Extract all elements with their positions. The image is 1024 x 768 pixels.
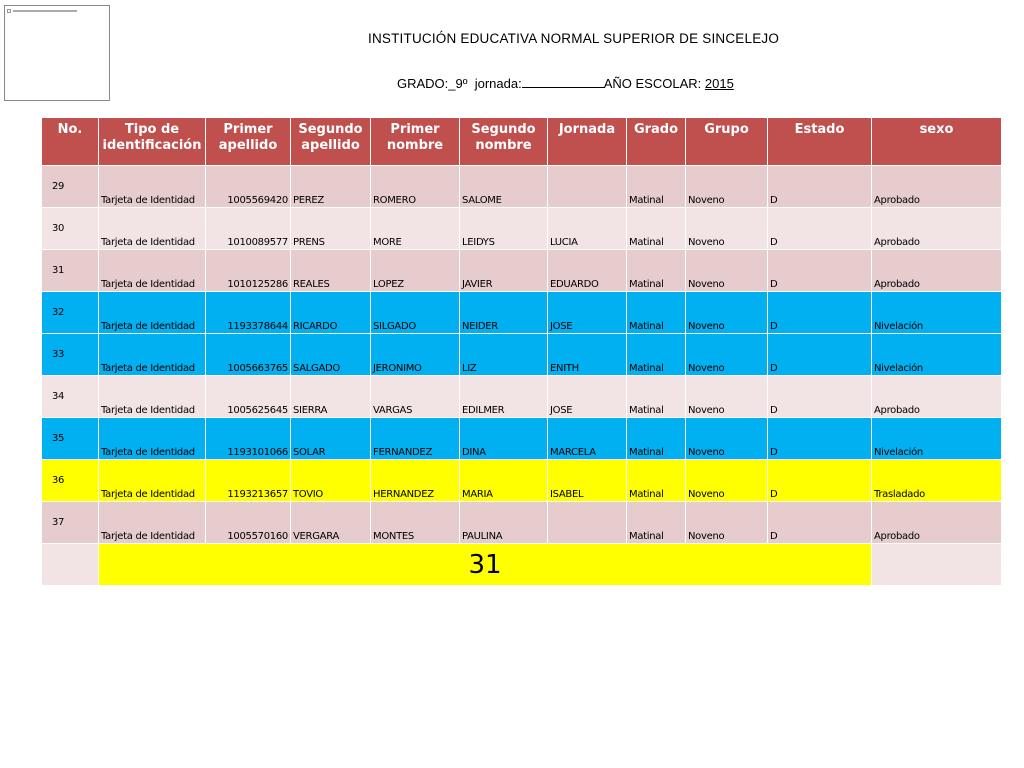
table-row [42, 376, 1002, 418]
cell-documento: 1005570160 [206, 502, 291, 544]
column-header: Tipo de identificación [99, 118, 206, 166]
cell-tipo: Tarjeta de Identidad [99, 502, 206, 544]
cell-tipo: Tarjeta de Identidad [99, 334, 206, 376]
cell-segundo-apellido: HERNANDEZ [371, 460, 460, 502]
broken-image-icon [7, 8, 77, 13]
column-header: Primer nombre [371, 118, 460, 166]
cell-primer-nombre: JAVIER [460, 250, 548, 292]
cell-no: 34 [42, 376, 99, 418]
cell-estado: Aprobado [872, 166, 1002, 208]
table-header-row [42, 118, 1002, 166]
cell-segundo-nombre: LUCIA [548, 208, 627, 250]
column-header: Segundo apellido [291, 118, 371, 166]
column-header: Segundo nombre [460, 118, 548, 166]
column-header: sexo [872, 118, 1002, 166]
cell-primer-apellido: PRENS [291, 208, 371, 250]
cell-no: 37 [42, 502, 99, 544]
column-header: Primer apellido [206, 118, 291, 166]
column-header: Grupo [686, 118, 768, 166]
page-title: INSTITUCIÓN EDUCATIVA NORMAL SUPERIOR DE SINCELEJO [368, 31, 780, 46]
anio-label: AÑO ESCOLAR: [603, 76, 702, 91]
cell-documento: 1010125286 [206, 250, 291, 292]
cell-estado: Aprobado [872, 376, 1002, 418]
table-row [42, 502, 1002, 544]
cell-documento: 1193378644 [206, 292, 291, 334]
total-empty-cell [42, 544, 99, 586]
jornada-label: jornada: [474, 76, 522, 91]
cell-primer-apellido: REALES [291, 250, 371, 292]
cell-primer-nombre: SALOME [460, 166, 548, 208]
cell-grupo: D [768, 292, 872, 334]
cell-jornada: Matinal [627, 334, 686, 376]
table-row [42, 334, 1002, 376]
cell-primer-nombre: LEIDYS [460, 208, 548, 250]
cell-primer-apellido: TOVIO [291, 460, 371, 502]
cell-jornada: Matinal [627, 250, 686, 292]
cell-tipo: Tarjeta de Identidad [99, 208, 206, 250]
cell-grado: Noveno [686, 460, 768, 502]
cell-primer-nombre: PAULINA [460, 502, 548, 544]
cell-grado: Noveno [686, 250, 768, 292]
cell-jornada: Matinal [627, 460, 686, 502]
cell-segundo-nombre: EDUARDO [548, 250, 627, 292]
cell-segundo-apellido: VARGAS [371, 376, 460, 418]
column-header: Grado [627, 118, 686, 166]
grado-value: 9º [455, 76, 468, 91]
cell-estado: Aprobado [872, 250, 1002, 292]
cell-tipo: Tarjeta de Identidad [99, 460, 206, 502]
cell-no: 36 [42, 460, 99, 502]
cell-tipo: Tarjeta de Identidad [99, 418, 206, 460]
total-empty-cell [872, 544, 1002, 586]
table-row [42, 208, 1002, 250]
cell-grupo: D [768, 208, 872, 250]
cell-primer-apellido: RICARDO [291, 292, 371, 334]
cell-documento: 1193213657 [206, 460, 291, 502]
cell-segundo-apellido: MONTES [371, 502, 460, 544]
cell-grado: Noveno [686, 334, 768, 376]
grado-label: GRADO:_ [397, 76, 456, 91]
cell-tipo: Tarjeta de Identidad [99, 166, 206, 208]
cell-primer-apellido: SALGADO [291, 334, 371, 376]
cell-grado: Noveno [686, 208, 768, 250]
cell-primer-apellido: VERGARA [291, 502, 371, 544]
cell-no: 33 [42, 334, 99, 376]
cell-grupo: D [768, 460, 872, 502]
column-header: No. [42, 118, 99, 166]
cell-no: 30 [42, 208, 99, 250]
cell-estado: Nivelación [872, 334, 1002, 376]
cell-jornada: Matinal [627, 292, 686, 334]
cell-primer-nombre: LIZ [460, 334, 548, 376]
table-row [42, 250, 1002, 292]
column-header: Estado [768, 118, 872, 166]
cell-grado: Noveno [686, 292, 768, 334]
cell-segundo-nombre: MARCELA [548, 418, 627, 460]
cell-estado: Trasladado [872, 460, 1002, 502]
cell-segundo-apellido: JERONIMO [371, 334, 460, 376]
cell-estado: Aprobado [872, 208, 1002, 250]
table-row [42, 166, 1002, 208]
cell-jornada: Matinal [627, 376, 686, 418]
jornada-blank [522, 75, 604, 88]
cell-primer-nombre: NEIDER [460, 292, 548, 334]
anio-value: 2015 [704, 76, 734, 91]
cell-no: 29 [42, 166, 99, 208]
cell-primer-nombre: EDILMER [460, 376, 548, 418]
total-count: 31 [99, 544, 872, 586]
cell-segundo-nombre: ISABEL [548, 460, 627, 502]
cell-no: 31 [42, 250, 99, 292]
table-row [42, 460, 1002, 502]
cell-no: 32 [42, 292, 99, 334]
cell-segundo-nombre: ENITH [548, 334, 627, 376]
cell-no: 35 [42, 418, 99, 460]
cell-jornada: Matinal [627, 166, 686, 208]
cell-segundo-apellido: MORE [371, 208, 460, 250]
cell-primer-apellido: PEREZ [291, 166, 371, 208]
cell-segundo-apellido: FERNANDEZ [371, 418, 460, 460]
cell-estado: Nivelación [872, 292, 1002, 334]
cell-tipo: Tarjeta de Identidad [99, 292, 206, 334]
cell-segundo-apellido: LOPEZ [371, 250, 460, 292]
cell-segundo-nombre [548, 502, 627, 544]
cell-primer-nombre: DINA [460, 418, 548, 460]
table-row [42, 292, 1002, 334]
cell-estado: Aprobado [872, 502, 1002, 544]
cell-documento: 1005569420 [206, 166, 291, 208]
student-table [41, 117, 1002, 586]
cell-documento: 1193101066 [206, 418, 291, 460]
cell-grupo: D [768, 376, 872, 418]
subtitle-line [397, 75, 734, 91]
cell-grado: Noveno [686, 376, 768, 418]
cell-documento: 1005663765 [206, 334, 291, 376]
cell-tipo: Tarjeta de Identidad [99, 376, 206, 418]
cell-segundo-nombre: JOSE [548, 292, 627, 334]
cell-jornada: Matinal [627, 418, 686, 460]
cell-jornada: Matinal [627, 208, 686, 250]
cell-grado: Noveno [686, 418, 768, 460]
cell-segundo-apellido: ROMERO [371, 166, 460, 208]
cell-primer-nombre: MARIA [460, 460, 548, 502]
total-row [42, 544, 1002, 586]
cell-documento: 1010089577 [206, 208, 291, 250]
cell-grupo: D [768, 250, 872, 292]
cell-grupo: D [768, 418, 872, 460]
cell-jornada: Matinal [627, 502, 686, 544]
cell-grado: Noveno [686, 502, 768, 544]
cell-documento: 1005625645 [206, 376, 291, 418]
logo-image-placeholder [4, 5, 110, 101]
table-row [42, 418, 1002, 460]
cell-grupo: D [768, 166, 872, 208]
cell-estado: Nivelación [872, 418, 1002, 460]
cell-grupo: D [768, 502, 872, 544]
cell-primer-apellido: SIERRA [291, 376, 371, 418]
cell-tipo: Tarjeta de Identidad [99, 250, 206, 292]
cell-segundo-nombre [548, 166, 627, 208]
column-header: Jornada [548, 118, 627, 166]
cell-segundo-nombre: JOSE [548, 376, 627, 418]
cell-segundo-apellido: SILGADO [371, 292, 460, 334]
cell-grupo: D [768, 334, 872, 376]
cell-grado: Noveno [686, 166, 768, 208]
cell-primer-apellido: SOLAR [291, 418, 371, 460]
